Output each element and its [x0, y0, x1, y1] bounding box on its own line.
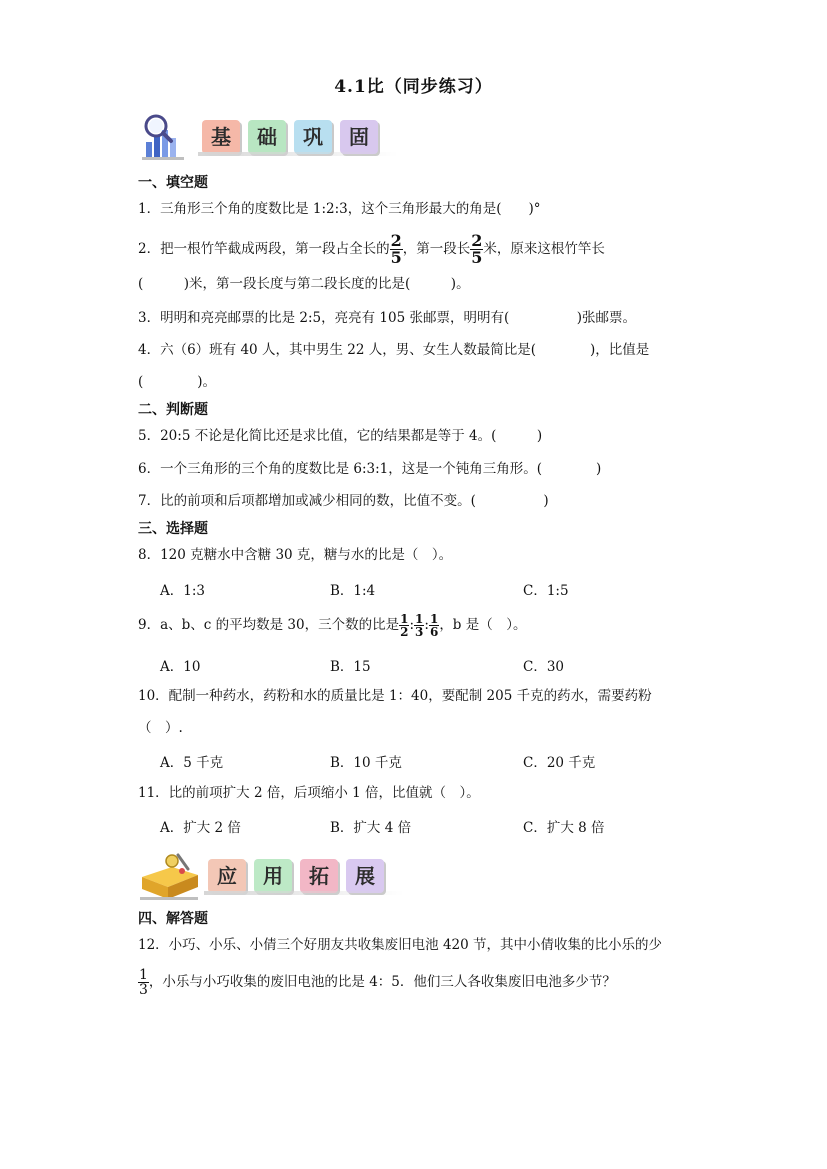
section-heading-fill-in: 一、填空题: [138, 175, 208, 191]
q2-text-a: 2．把一根竹竿截成两段，第一段占全长的: [138, 241, 390, 257]
banner-tile-5: 应: [208, 859, 246, 893]
question-12-line-1: 12．小巧、小乐、小倩三个好朋友共收集废旧电池 420 节，其中小倩收集的比小乐的少: [138, 937, 663, 953]
q9-option-c: C．30: [523, 659, 565, 675]
banner-shadow: [198, 152, 398, 156]
q9-option-b: B．15: [330, 659, 371, 675]
question-8: 8．120 克糖水中含糖 30 克，糖与水的比是（ ）。: [138, 547, 453, 563]
fraction-denominator: 2: [400, 625, 409, 639]
banner-shadow: [204, 891, 404, 895]
fraction-1-3-q12: [138, 968, 149, 997]
fraction-2-5-b: [470, 233, 483, 266]
question-12-line-2: [138, 965, 616, 999]
banner-tile-4: 固: [340, 120, 378, 154]
q2-text-b: ，第一段长: [402, 241, 471, 257]
fraction-denominator: 3: [415, 625, 424, 639]
question-6: 6．一个三角形的三个角的度数比是 6:3:1，这是一个钝角三角形。( ): [138, 461, 602, 477]
banner-tile-7: 拓: [300, 859, 338, 893]
q9-text-b: ，b 是（ ）。: [439, 617, 527, 633]
q8-option-c: C．1:5: [523, 583, 569, 599]
fraction-numerator: 2: [390, 231, 402, 250]
q11-option-b: B．扩大 4 倍: [330, 820, 412, 836]
banner-tile-8: 展: [346, 859, 384, 893]
q10-option-a: A．5 千克: [160, 755, 224, 771]
fraction-numerator: 1: [415, 612, 424, 626]
page-title: 4.1比（同步练习）: [334, 77, 493, 97]
fraction-denominator: 5: [471, 248, 483, 267]
question-4-line-2: ( )。: [138, 374, 217, 390]
question-9: [138, 610, 527, 640]
fraction-1-2: [399, 613, 409, 638]
q11-option-a: A．扩大 2 倍: [160, 820, 241, 836]
question-4-line-1: 4．六（6）班有 40 人，其中男生 22 人，男、女生人数最简比是( )，比值是: [138, 342, 650, 358]
ratio-separator: :: [409, 617, 415, 633]
q9-text-a: 9．a、b、c 的平均数是 30，三个数的比是: [138, 617, 400, 633]
fraction-numerator: 2: [471, 231, 483, 250]
question-2-line-1: [138, 233, 605, 266]
banner-application-extension: [138, 851, 408, 897]
section-heading-multiple-choice: 三、选择题: [138, 521, 208, 537]
fraction-1-6: [429, 613, 439, 638]
banner-tile-2: 础: [248, 120, 286, 154]
q10-option-c: C．20 千克: [523, 755, 596, 771]
question-1: 1．三角形三个角的度数比是 1:2:3，这个三角形最大的角是( )°: [138, 201, 541, 217]
fraction-1-3: [414, 613, 424, 638]
toolbox-icon: [138, 851, 202, 901]
fraction-numerator: 1: [139, 967, 148, 983]
fraction-denominator: 3: [139, 982, 148, 998]
banner-tile-6: 用: [254, 859, 292, 893]
question-2-line-2: ( )米，第一段长度与第二段长度的比是( )。: [138, 276, 470, 292]
q8-option-a: A．1:3: [160, 583, 205, 599]
banner-basic-consolidation: [138, 112, 398, 158]
q11-option-c: C．扩大 8 倍: [523, 820, 605, 836]
question-7: 7．比的前项和后项都增加或减少相同的数，比值不变。( ): [138, 493, 549, 509]
question-10-line-1: 10．配制一种药水，药粉和水的质量比是 1：40，要配制 205 千克的药水，需要药粉: [138, 688, 652, 704]
question-10-line-2: （ ）.: [138, 720, 183, 736]
q2-text-c: 米，原来这根竹竿长: [483, 241, 605, 257]
q10-option-b: B．10 千克: [330, 755, 402, 771]
section-heading-true-false: 二、判断题: [138, 402, 208, 418]
q8-option-b: B．1:4: [330, 583, 376, 599]
fraction-2-5-a: [390, 233, 403, 266]
q9-option-a: A．10: [160, 659, 201, 675]
question-11: 11．比的前项扩大 2 倍，后项缩小 1 倍，比值就（ ）。: [138, 785, 480, 801]
question-5: 5．20:5 不论是化简比还是求比值，它的结果都是等于 4。( ): [138, 428, 543, 444]
banner-tile-3: 巩: [294, 120, 332, 154]
question-3: 3．明明和亮亮邮票的比是 2:5，亮亮有 105 张邮票，明明有( )张邮票。: [138, 310, 636, 326]
magnifier-chart-icon: [138, 112, 196, 162]
q12-text: ，小乐与小巧收集的废旧电池的比是 4：5．他们三人各收集废旧电池多少节？: [148, 974, 616, 990]
section-heading-solve: 四、解答题: [138, 911, 208, 927]
fraction-denominator: 6: [429, 625, 439, 639]
banner-tile-1: 基: [202, 120, 240, 154]
fraction-numerator: 1: [429, 612, 439, 626]
fraction-numerator: 1: [400, 612, 409, 626]
ratio-separator: :: [424, 617, 429, 633]
fraction-denominator: 5: [390, 248, 402, 267]
